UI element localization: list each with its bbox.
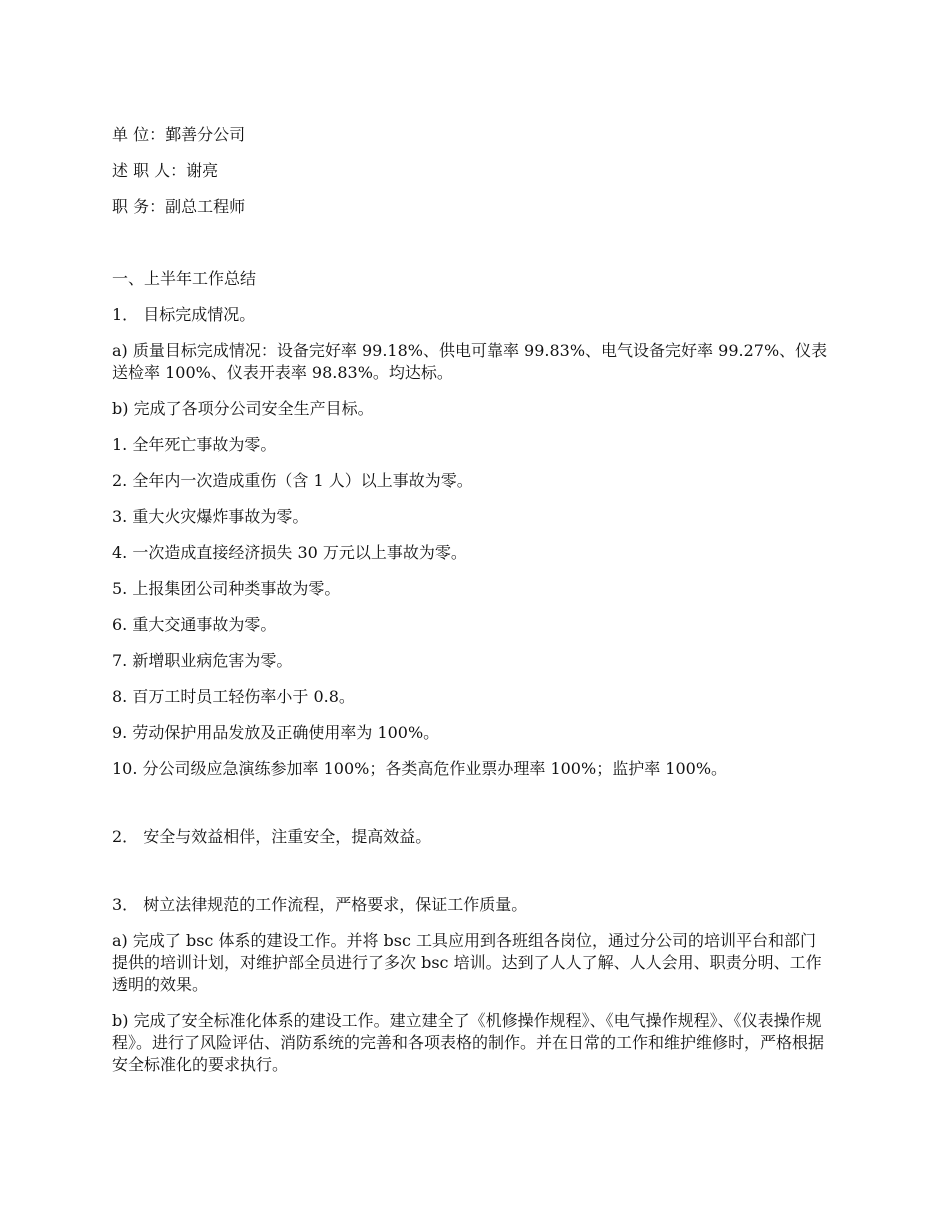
target-item: 2. 全年内一次造成重伤（含 1 人）以上事故为零。 [112,471,473,490]
item2-title: 2． 安全与效益相伴，注重安全，提高效益。 [112,827,432,846]
target-item: 3. 重大火灾爆炸事故为零。 [112,507,309,526]
section-title: 一、上半年工作总结 [112,269,257,288]
safety-targets-paragraph: b) 完成了各项分公司安全生产目标。 [112,399,374,418]
target-item: 8. 百万工时员工轻伤率小于 0.8。 [112,687,355,706]
bsc-paragraph: a) 完成了 bsc 体系的建设工作。并将 bsc 工具应用到各班组各岗位，通过分公司的培训平台和部门提供的培训计划，对维护部全员进行了多次 bsc 培训。达到了人人了解、人人会用、职责分明、工作透明的效果。 [112,931,822,994]
safety-standard-paragraph: b) 完成了安全标准化体系的建设工作。建立建全了《机修操作规程》、《电气操作规程》、《仪表操作规程》。进行了风险评估、消防系统的完善和各项表格的制作。并在日常的工作和维护维修时，严格根据安全标准化的要求执行。 [112,1011,825,1074]
quality-targets-paragraph: a) 质量目标完成情况：设备完好率 99.18%、供电可靠率 99.83%、电气设备完好率 99.27%、仪表送检率 100%、仪表开表率 98.83%。均达标。 [112,341,828,382]
unit-line: 单 位：鄞善分公司 [112,125,246,144]
item3-title: 3． 树立法律规范的工作流程，严格要求，保证工作质量。 [112,895,528,914]
target-item: 10. 分公司级应急演练参加率 100%；各类高危作业票办理率 100%；监护率 100%。 [112,759,728,778]
document-page [112,124,832,1090]
target-item: 6. 重大交通事故为零。 [112,615,277,634]
target-item: 5. 上报集团公司种类事故为零。 [112,579,341,598]
target-item: 7. 新增职业病危害为零。 [112,651,293,670]
reporter-line: 述 职 人：谢亮 [112,161,219,180]
target-item: 9. 劳动保护用品发放及正确使用率为 100%。 [112,723,440,742]
target-item: 1. 全年死亡事故为零。 [112,435,277,454]
target-item: 4. 一次造成直接经济损失 30 万元以上事故为零。 [112,543,467,562]
position-line: 职 务：副总工程师 [112,197,246,216]
item1-title: 1． 目标完成情况。 [112,305,256,324]
